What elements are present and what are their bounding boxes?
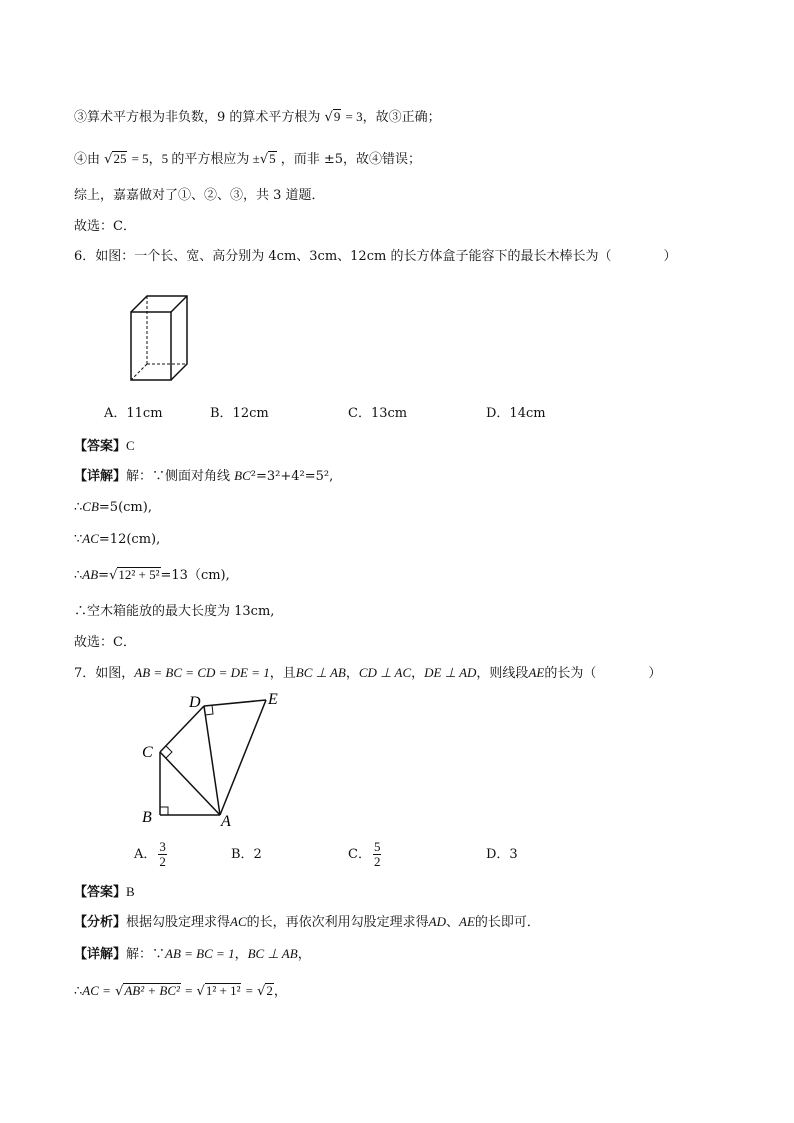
- radicand: AB² + BC²: [124, 983, 180, 998]
- radical-sign: √: [257, 984, 266, 999]
- radical-sign: √: [115, 984, 124, 999]
- radicand: 9: [333, 109, 341, 124]
- math-expr: BC ⊥ AB: [247, 946, 298, 961]
- analysis-label: 【分析】: [74, 915, 127, 930]
- right-triangles-figure: [138, 690, 288, 835]
- math-expr: CD ⊥ AC: [358, 665, 412, 680]
- math-var: CB: [82, 499, 99, 514]
- text-fragment: =12(cm),: [98, 532, 161, 547]
- cuboid-figure: [125, 290, 195, 386]
- q7-detail-line-2: [74, 982, 287, 1001]
- text-fragment: ，且: [269, 666, 296, 681]
- math-var: AC: [230, 914, 247, 929]
- text-fragment: ∴: [74, 568, 83, 583]
- question-6-stem: 6．如图：一个长、宽、高分别为 4cm、3cm、12cm 的长方体盒子能容下的最长木棒长为（ ）: [74, 249, 677, 264]
- math-expr: BC ⊥ AB: [295, 665, 346, 680]
- math-var: AC: [82, 531, 99, 546]
- q6-detail-line-2: [74, 498, 152, 517]
- text-fragment: =: [98, 568, 110, 583]
- q7-option-c: [348, 840, 381, 869]
- denominator: 2: [373, 854, 381, 869]
- radical-sign: √: [109, 568, 118, 583]
- q6-option-d: D．14cm: [486, 406, 546, 421]
- text-fragment: ，而非 ±5，故④错误；: [280, 152, 422, 167]
- radicand: 2: [266, 983, 273, 998]
- text-fragment: =5(cm),: [98, 500, 152, 515]
- math-expr: AC =: [82, 983, 111, 998]
- answer-label: 【答案】: [74, 885, 127, 900]
- text-fragment: 根据勾股定理求得: [126, 915, 231, 930]
- text-line-sqrt25: [74, 150, 421, 169]
- text-fragment: ∴: [74, 500, 83, 515]
- text-fragment: ③算术平方根为非负数，9 的算术平方根为: [74, 110, 321, 125]
- text-fragment: ，则线段: [476, 666, 529, 681]
- numerator: 5: [373, 839, 381, 854]
- math-var: BC: [234, 468, 251, 483]
- text-fragment: 、: [446, 915, 460, 930]
- text-fragment: 的长，再依次利用勾股定理求得: [246, 915, 429, 930]
- q7-analysis: [74, 913, 540, 932]
- text-fragment: 解：∵: [126, 947, 166, 962]
- radicand: 1² + 1²: [205, 983, 241, 998]
- text-fragment: =: [185, 983, 193, 998]
- text-fragment: ，: [297, 947, 311, 962]
- answer-label: 【答案】: [74, 439, 127, 454]
- answer-value: B: [126, 884, 135, 899]
- q6-detail-line-6: 故选：C．: [74, 635, 136, 650]
- text-line-sqrt9: [74, 108, 441, 127]
- question-7-stem: 7．如图，AB = BC = CD = DE = 1，且BC ⊥ AB，CD ⊥ AC，DE ⊥ AD，则线段AE的长为（ ）: [74, 665, 662, 681]
- text-fragment: = 3，故③正确；: [345, 109, 441, 124]
- text-fragment: ²=3²+4²=5²,: [250, 469, 334, 484]
- text-fragment: 的长为（ ）: [544, 666, 662, 681]
- math-var: AB: [82, 567, 99, 582]
- q6-detail-line-4: [74, 566, 230, 585]
- fraction: [373, 840, 382, 869]
- math-expr: AB = BC = CD = DE = 1: [134, 665, 270, 680]
- radical-sign: √: [324, 110, 333, 125]
- point-label-c: C: [142, 744, 153, 761]
- text-fragment: ，: [273, 984, 287, 999]
- math-var: AD: [428, 914, 447, 929]
- numerator: 3: [159, 839, 166, 854]
- q6-detail-line-3: [74, 530, 160, 549]
- text-line-choice: 故选：C．: [74, 219, 136, 234]
- math-expr: AB = BC = 1: [165, 946, 235, 961]
- option-label: C．: [348, 847, 371, 862]
- text-fragment: ，: [234, 947, 248, 962]
- math-expr: DE ⊥ AD: [424, 665, 477, 680]
- option-label: A．: [134, 847, 157, 862]
- text-fragment: =13（cm),: [160, 568, 230, 583]
- point-label-b: B: [142, 809, 152, 826]
- radicand: 25: [113, 151, 127, 166]
- point-label-a: A: [221, 813, 231, 830]
- text-fragment: ④由: [74, 152, 101, 167]
- text-fragment: ∴: [74, 984, 83, 999]
- detail-label: 【详解】: [74, 469, 127, 484]
- q7-detail-line-1: [74, 945, 311, 964]
- answer-value: C: [126, 438, 135, 453]
- q6-option-c: C．13cm: [348, 406, 408, 421]
- text-fragment: 的长即可．: [474, 915, 540, 930]
- radical-sign: √: [259, 152, 269, 167]
- math-var: AE: [459, 914, 475, 929]
- text-fragment: 解：∵侧面对角线: [126, 469, 235, 484]
- text-fragment: =: [245, 983, 253, 998]
- q6-answer: [74, 437, 135, 456]
- text-line-summary: 综上，嘉嘉做对了①、②、③，共 3 道题．: [74, 188, 325, 203]
- q6-option-b: B．12cm: [210, 406, 269, 421]
- point-label-d: D: [189, 694, 201, 711]
- radical-sign: √: [196, 984, 205, 999]
- radicand: 5: [269, 151, 276, 166]
- text-fragment: 7．如图，: [74, 666, 135, 681]
- denominator: 2: [159, 854, 166, 869]
- q7-option-d: D．3: [486, 847, 518, 862]
- q7-answer: [74, 883, 135, 902]
- text-fragment: = 5，5 的平方根应为 ±: [131, 151, 260, 166]
- q6-detail-line-1: [74, 467, 333, 486]
- detail-label: 【详解】: [74, 947, 127, 962]
- text-fragment: ∵: [74, 532, 83, 547]
- radicand: 12² + 5²: [118, 567, 160, 582]
- point-label-e: E: [268, 691, 278, 708]
- q6-detail-line-5: ∴空木箱能放的最大长度为 13cm,: [74, 604, 275, 619]
- fraction: [158, 840, 167, 869]
- q6-option-a: A．11cm: [104, 406, 163, 421]
- math-var: AE: [528, 665, 545, 680]
- q7-option-a: [134, 840, 167, 869]
- radical-sign: √: [104, 152, 113, 167]
- q7-option-b: B．2: [231, 847, 262, 862]
